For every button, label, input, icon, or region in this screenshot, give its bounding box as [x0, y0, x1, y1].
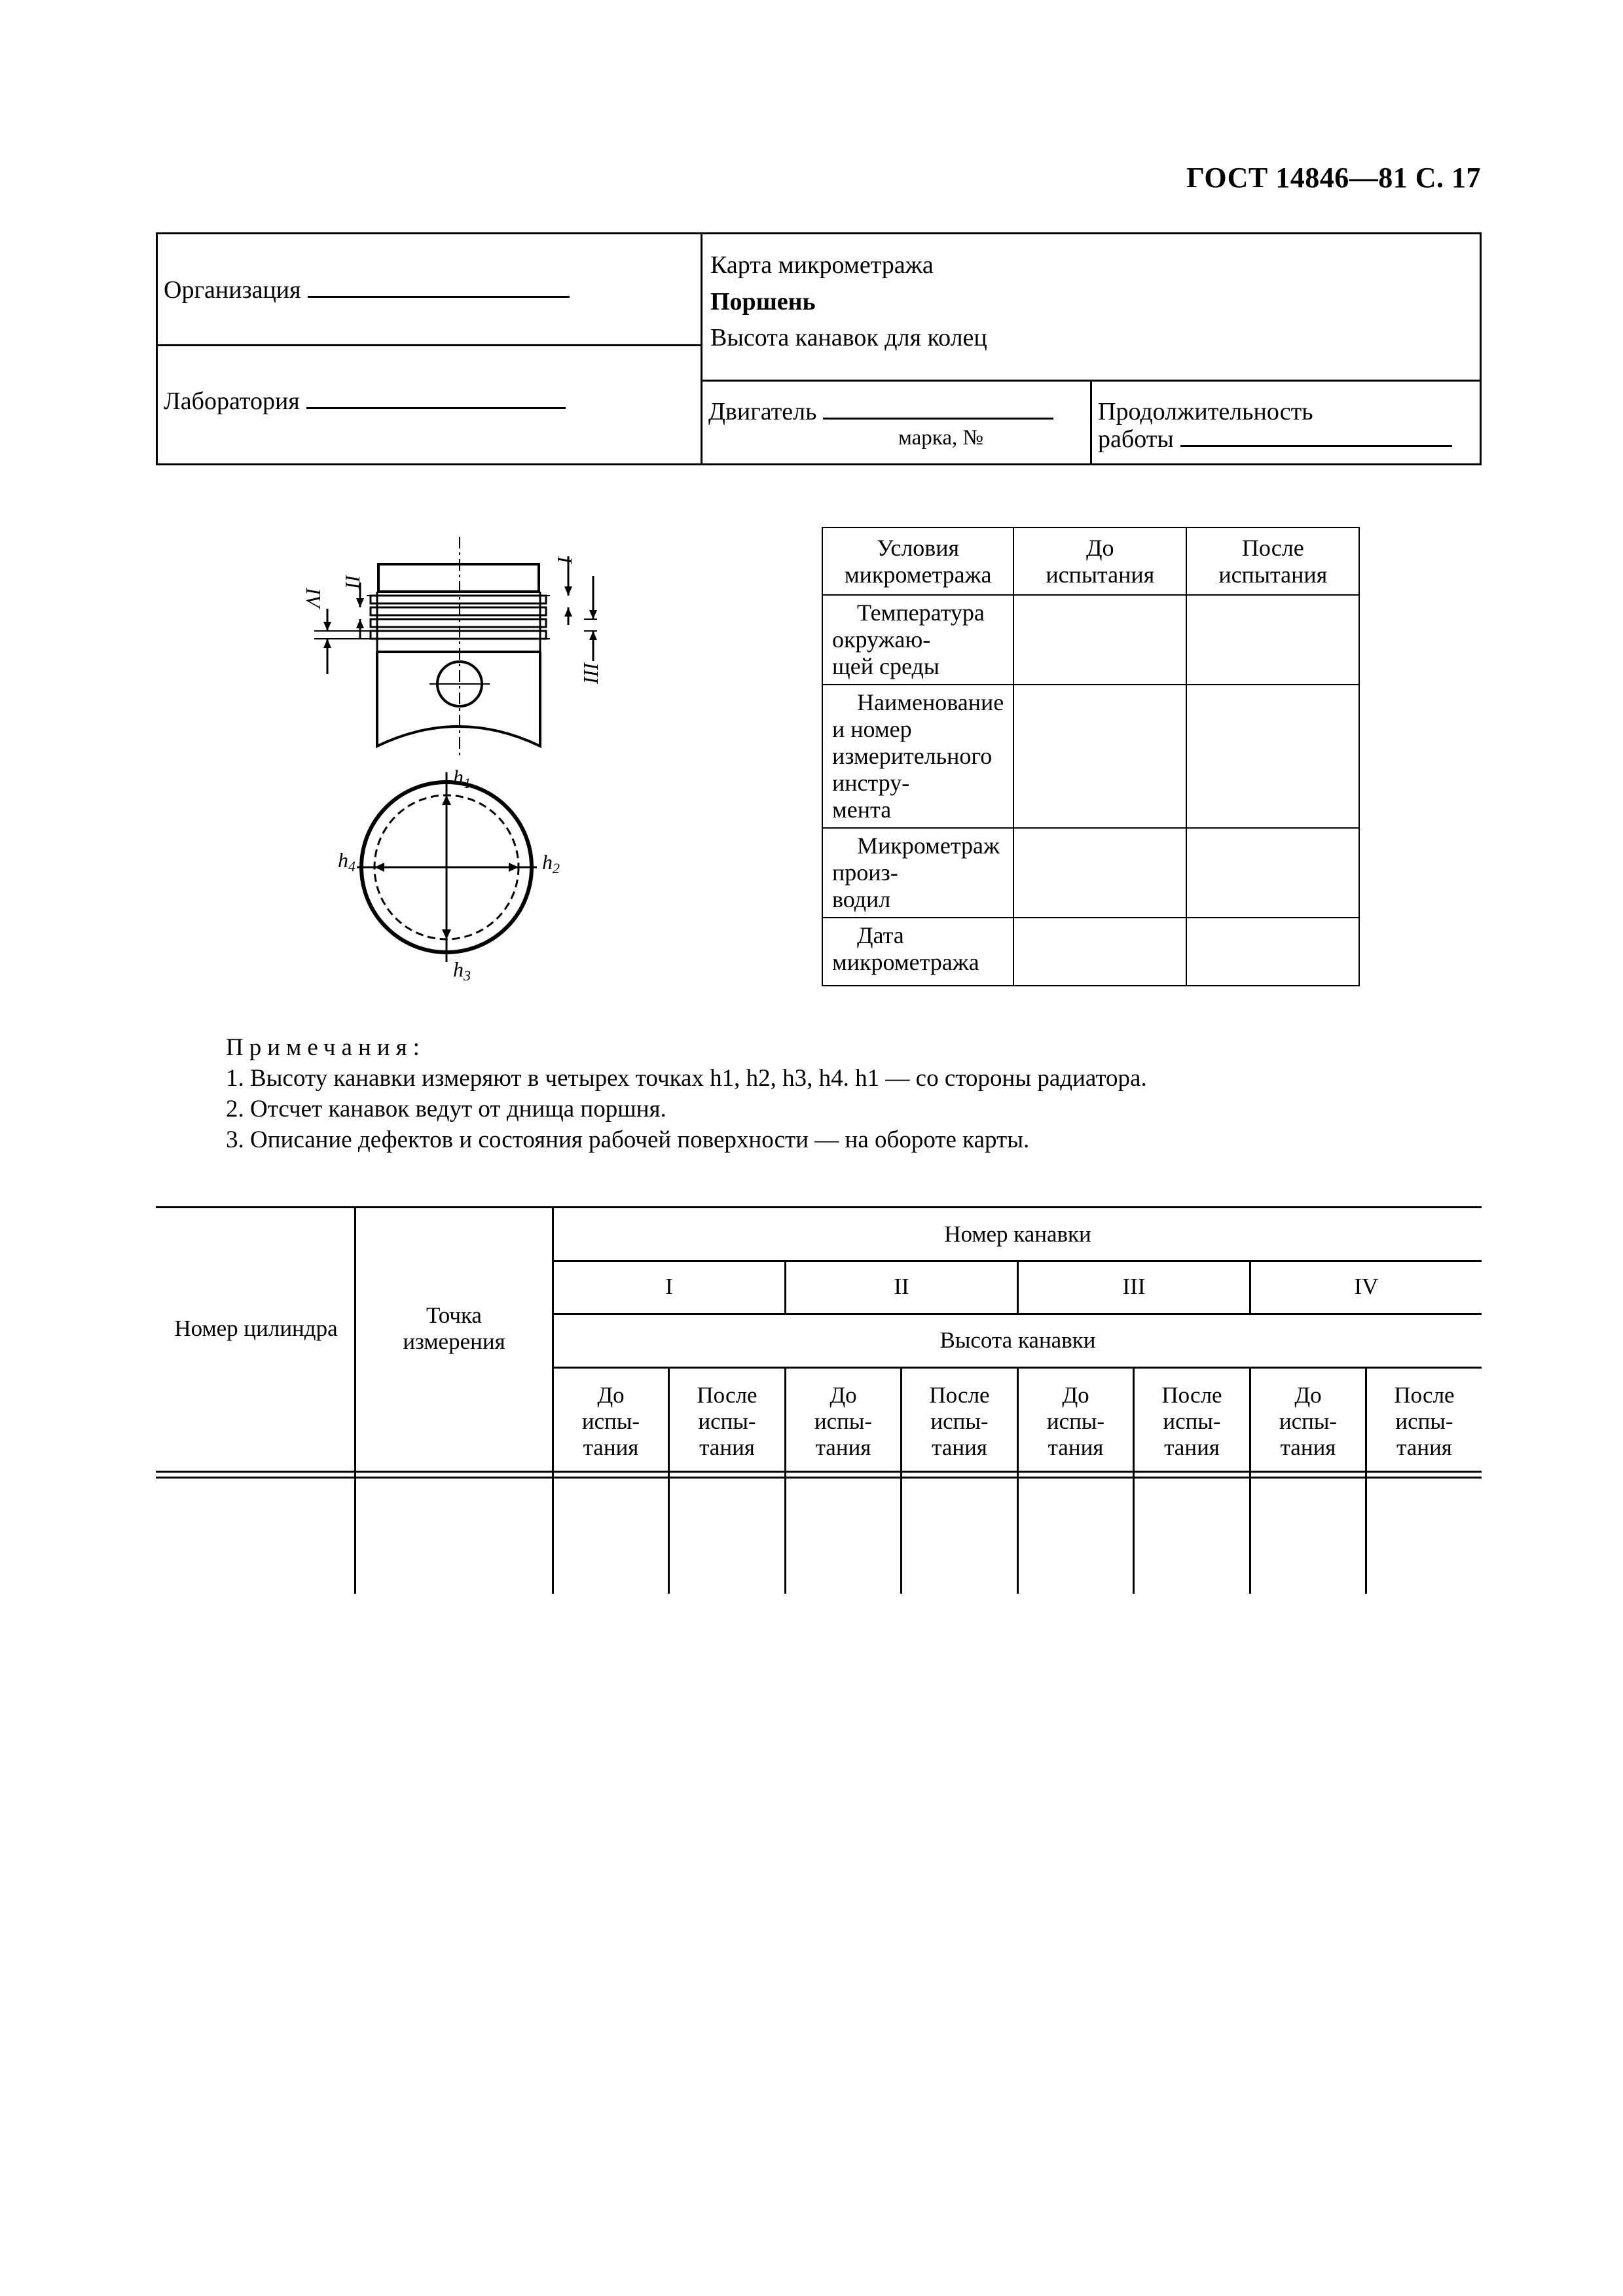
- subheader-before: До испы- тания: [1279, 1382, 1338, 1460]
- label-I: I: [553, 556, 577, 564]
- conditions-table: [822, 527, 1360, 986]
- conditions-cell-before[interactable]: [1013, 828, 1186, 918]
- conditions-cell-after[interactable]: [1186, 595, 1359, 685]
- row-1-line-1: измерительного инстру-: [832, 743, 993, 796]
- row-0-line-1: щей среды: [832, 653, 939, 679]
- laboratory-label: Лаборатория: [164, 387, 300, 415]
- conditions-cell-after[interactable]: [1186, 828, 1359, 918]
- engine-input-line[interactable]: [823, 414, 1053, 420]
- col-point-line1: Точка: [426, 1302, 482, 1328]
- organization-label: Организация: [164, 276, 301, 304]
- duration-label-1: Продолжительность: [1098, 398, 1313, 425]
- conditions-cell-before[interactable]: [1013, 685, 1186, 828]
- conditions-header: Условия микрометража: [822, 528, 1013, 595]
- engine-label: Двигатель: [708, 398, 817, 425]
- conditions-row-label: [822, 918, 1013, 986]
- col-after-line1: После: [1241, 534, 1304, 561]
- page-header-title: ГОСТ 14846—81 С. 17: [1186, 162, 1481, 194]
- conditions-row: [822, 595, 1359, 685]
- conditions-row: [822, 828, 1359, 918]
- label-IV: IV: [302, 588, 325, 608]
- notes-block: [226, 1032, 1147, 1155]
- point-h1: h1: [453, 765, 471, 791]
- duration-input-line[interactable]: [1180, 441, 1452, 447]
- conditions-cell-before[interactable]: [1013, 918, 1186, 986]
- conditions-row-label: [822, 828, 1013, 918]
- col-before-line2: испытания: [1046, 561, 1155, 588]
- groove-II: II: [894, 1274, 909, 1299]
- piston-diagram: [275, 511, 642, 1008]
- card-title: Карта микрометража: [710, 251, 934, 279]
- organization-input-line[interactable]: [308, 292, 570, 298]
- row-0-line-0: Температура окружаю-: [832, 600, 985, 653]
- conditions-cell-before[interactable]: [1013, 595, 1186, 685]
- laboratory-input-line[interactable]: [306, 403, 566, 409]
- note-item: 3. Описание дефектов и состояния рабочей поверхности — на обороте карты.: [226, 1126, 1030, 1153]
- conditions-row: [822, 685, 1359, 828]
- row-2-line-0: Микрометраж произ-: [832, 833, 1000, 886]
- note-item: 1. Высоту канавки измеряют в четырех точках h1, h2, h3, h4. h1 — со стороны радиатора.: [226, 1065, 1147, 1092]
- point-h3: h3: [453, 958, 471, 984]
- label-II: II: [341, 575, 365, 589]
- point-h4: h4: [338, 848, 356, 874]
- point-h2: h2: [542, 850, 560, 876]
- groove-IV: IV: [1354, 1274, 1379, 1299]
- duration-label-2: работы: [1098, 425, 1174, 453]
- row-1-line-0: Наименование и номер: [832, 689, 1004, 742]
- col-cylinder-header: Номер цилиндра: [174, 1316, 338, 1341]
- table-data-row[interactable]: [158, 1479, 1482, 1594]
- row-1-line-2: мента: [832, 797, 892, 823]
- col-before-line1: До: [1086, 534, 1114, 561]
- conditions-row-label: [822, 595, 1013, 685]
- col-point-line2: измерения: [403, 1329, 505, 1354]
- subheader-after: После испы- тания: [1161, 1382, 1222, 1460]
- subheader-after: После испы- тания: [929, 1382, 990, 1460]
- subheader-before: До испы- тания: [814, 1382, 873, 1460]
- subheader-after: После испы- тания: [697, 1382, 757, 1460]
- conditions-row: [822, 918, 1359, 986]
- col-after-line2: испытания: [1218, 561, 1328, 588]
- organization-field[interactable]: [164, 275, 570, 305]
- col-point-header: [356, 1302, 552, 1355]
- groove-height-header: Высота канавки: [939, 1327, 1096, 1353]
- card-subject: Высота канавок для колец: [710, 324, 987, 351]
- groove-number-header: Номер канавки: [944, 1221, 1091, 1247]
- duration-field[interactable]: [1098, 424, 1452, 454]
- laboratory-field[interactable]: [164, 386, 566, 416]
- conditions-col-before: [1013, 528, 1186, 595]
- note-item: 2. Отсчет канавок ведут от днища поршня.: [226, 1096, 666, 1122]
- conditions-cell-after[interactable]: [1186, 685, 1359, 828]
- card-part: Поршень: [710, 288, 816, 315]
- conditions-col-after: [1186, 528, 1359, 595]
- label-III: III: [579, 662, 603, 683]
- row-2-line-1: водил: [832, 886, 891, 912]
- subheader-before: До испы- тания: [581, 1382, 640, 1460]
- engine-sublabel: марка, №: [898, 426, 983, 450]
- groove-I: I: [665, 1274, 673, 1299]
- notes-title: Примечания:: [226, 1034, 426, 1061]
- engine-field[interactable]: [708, 397, 1053, 427]
- row-3-line-0: Дата микрометража: [832, 922, 979, 975]
- subheader-after: После испы- тания: [1394, 1382, 1455, 1460]
- groove-III: III: [1122, 1274, 1146, 1299]
- conditions-row-label: [822, 685, 1013, 828]
- subheader-before: До испы- тания: [1046, 1382, 1105, 1460]
- conditions-cell-after[interactable]: [1186, 918, 1359, 986]
